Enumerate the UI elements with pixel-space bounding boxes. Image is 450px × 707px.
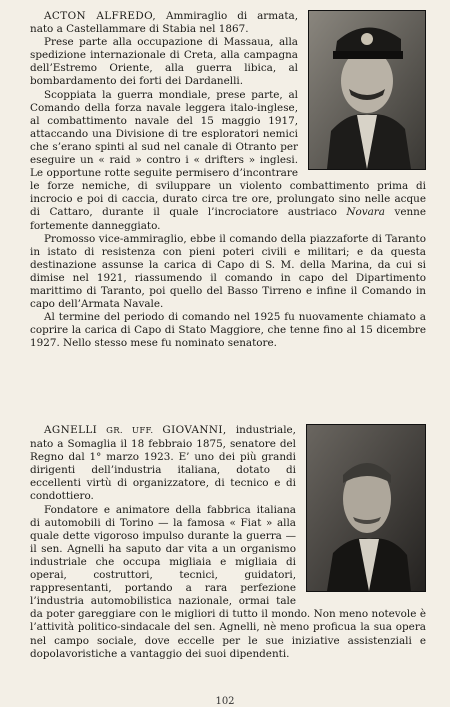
acton-intro-text: Ammiraglio di armata, nato a Castellammare di Stabia nel 1867.: [30, 10, 298, 36]
biography-agnelli: [30, 424, 426, 661]
agnelli-intro-text: industriale, nato a Somaglia il 18 febbraio 1875, senatore del Regno dal 1° marzo 1923. E’ uno dei più grandi dirigenti dell’industria italiana, dotato di eccellenti virtù di organizzatore, di tecnico e di condottiero.: [30, 424, 296, 503]
acton-paragraph-4: Al termine del periodo di comando nel 1925 fu nuovamente chiamato a coprire la carica di Capo di Stato Maggiore, che tenne fino al 15 dicembre 1927. Nello stesso mese fu nominato senatore.: [30, 311, 426, 350]
acton-paragraph-2-text: Scoppiata la guerra mondiale, prese parte, al Comando della forza navale leggera italo-inglese, al combattimento navale del 15 maggio 1917, attaccando una Divisione di tre esploratori nemici che s’erano spinti al sud nel canale di Otranto per eseguire un « raid » contro i « drifters » inglesi. Le opportune rotte seguite permisero d’incontrare le forze nemiche, di sviluppare un violento combattimento prima di incrocio e poi di caccia, durato circa tre ore, prolungato sino nelle acque di Cattaro, durante il quale l’incrociatore austriaco: [30, 88, 426, 219]
portrait-photo-acton: [308, 10, 426, 170]
agnelli-name: AGNELLI: [44, 424, 98, 436]
acton-paragraph-1: Prese parte alla occupazione di Massaua, alla spedizione internazionale di Creta, alla campagna dell’Estremo Oriente, alla guerra libica, al bombardamento dei forti dei Dardanelli.: [30, 36, 298, 88]
acton-paragraph-2-tail: venne fortemente danneggiato.: [30, 206, 427, 232]
acton-paragraph-3: Promosso vice-ammiraglio, ebbe il comando della piazzaforte di Taranto in istato di resistenza con pieni poteri civili e militari; e da questa destinazione assunse la carica di Capo di S. M. della Marina, da cui si dimise nel 1921, riassumendo il comando in capo del Dipartimento marittimo di Taranto, poi quello del Basso Tirreno e infine il Comando in capo dell’Armata Navale.: [30, 232, 426, 311]
biography-acton: [30, 10, 426, 350]
ship-name: Novara: [346, 206, 385, 219]
portrait-photo-agnelli: [306, 424, 426, 592]
acton-name: ACTON ALFREDO,: [44, 10, 157, 22]
agnelli-honorific: GR. UFF.: [97, 426, 163, 436]
page-number: 102: [215, 696, 235, 707]
agnelli-paragraph-1: Fondatore e animatore della fabbrica italiana di automobili di Torino — la famosa « Fiat » alla quale dette vigoroso impulso durante la guerra — il sen. Agnelli ha saputo dar vita a un organismo industriale che occupa migliaia e migliaia di operai, costruttori, tecnici, guidatori, rappresentanti, portando a rara perfezione l’industria automobilistica nazionale, ormai tale da poter gareggiare con le migliori di tutto il mondo. Non meno notevole è l’attività politico-sindacale del sen. Agnelli, nè meno proficua la sua opera nel campo sociale, dove eccelle per le sue iniziative assistenziali e dopolavoristiche a vantaggio dei suoi dipendenti.: [30, 503, 426, 660]
portrait-image: [309, 11, 425, 169]
agnelli-first-name: GIOVANNI,: [162, 424, 227, 436]
portrait-image-2: [307, 425, 425, 591]
